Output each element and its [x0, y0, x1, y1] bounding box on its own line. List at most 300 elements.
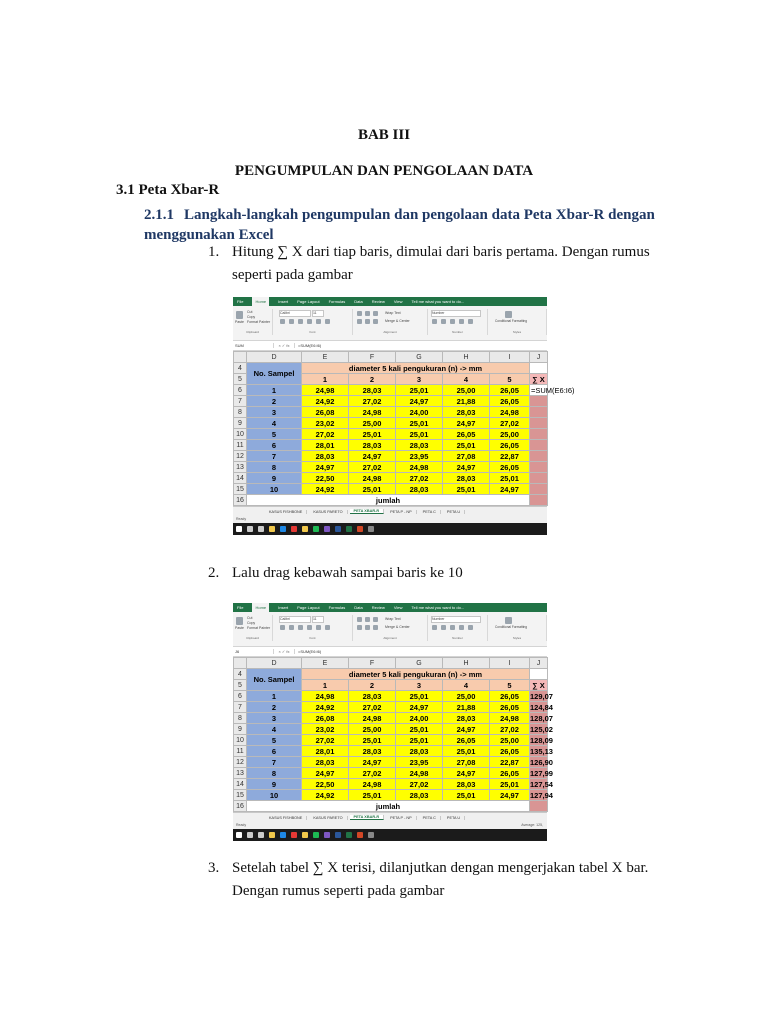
measurement-cell[interactable]: 24,00	[396, 713, 443, 724]
measurement-cell[interactable]: 25,01	[349, 484, 396, 495]
sheet-tab[interactable]: PETA U	[443, 510, 465, 514]
row-header[interactable]: 12	[234, 757, 247, 768]
measurement-cell[interactable]: 28,03	[349, 385, 396, 396]
measurement-cell[interactable]: 27,02	[302, 735, 349, 746]
comma-icon[interactable]	[450, 625, 455, 630]
spotify-icon[interactable]	[313, 832, 319, 838]
measurement-cell[interactable]: 28,03	[443, 473, 490, 484]
powerpoint-icon[interactable]	[357, 832, 363, 838]
ribbon-tab[interactable]: Home	[252, 603, 269, 612]
sample-number[interactable]: 9	[247, 779, 302, 790]
measurement-cell[interactable]: 24,98	[349, 407, 396, 418]
sample-number[interactable]: 8	[247, 768, 302, 779]
measurement-cell[interactable]: 28,03	[396, 790, 443, 801]
app-icon-2[interactable]	[368, 526, 374, 532]
row-header[interactable]: 11	[234, 440, 247, 451]
clipboard-item[interactable]: Cut	[247, 310, 253, 314]
windows-start-icon[interactable]	[236, 526, 242, 532]
row-header[interactable]: 7	[234, 702, 247, 713]
measurement-cell[interactable]: 25,01	[490, 473, 530, 484]
measurement-cell[interactable]: 27,02	[302, 429, 349, 440]
row-header[interactable]: 6	[234, 691, 247, 702]
sum-cell[interactable]	[530, 484, 548, 495]
font-color-icon[interactable]	[325, 319, 330, 324]
sheet-tab[interactable]: PETA C	[419, 510, 441, 514]
number-format-select[interactable]	[431, 616, 481, 623]
ribbon-tab[interactable]: Data	[354, 299, 363, 304]
percent-icon[interactable]	[441, 625, 446, 630]
sum-cell[interactable]: 135,13	[530, 746, 553, 756]
file-explorer-icon[interactable]	[269, 526, 275, 532]
sample-number[interactable]: 2	[247, 702, 302, 713]
measurement-col-header[interactable]: 1	[302, 374, 349, 385]
sheet-tab[interactable]: KASUS PARETO	[309, 510, 347, 514]
row-header[interactable]: 9	[234, 418, 247, 429]
clipboard-item[interactable]: Format Painter	[247, 626, 271, 630]
sample-number[interactable]: 4	[247, 724, 302, 735]
measurement-cell[interactable]: 24,97	[443, 462, 490, 473]
measurement-cell[interactable]: 24,97	[396, 702, 443, 713]
select-all-corner[interactable]	[234, 352, 247, 363]
measurement-cell[interactable]: 25,00	[349, 724, 396, 735]
row-header[interactable]: 9	[234, 724, 247, 735]
ribbon-tab[interactable]: Review	[371, 605, 385, 610]
sheet-tab[interactable]: KASUS FISHBONE	[265, 816, 307, 820]
border-icon[interactable]	[307, 319, 312, 324]
app-icon[interactable]	[324, 832, 330, 838]
align-bottom-icon[interactable]	[373, 617, 378, 622]
measurement-cell[interactable]: 22,87	[490, 451, 530, 462]
chrome-icon[interactable]	[291, 832, 297, 838]
sum-cell[interactable]: 124,84	[530, 702, 553, 712]
formula-cell[interactable]: =SUM(E6:I6)	[531, 385, 575, 395]
sample-number[interactable]: 9	[247, 473, 302, 484]
sample-number[interactable]: 1	[247, 385, 302, 396]
edge-icon[interactable]	[280, 832, 286, 838]
measurement-cell[interactable]: 24,92	[302, 702, 349, 713]
currency-icon[interactable]	[432, 319, 437, 324]
measurement-cell[interactable]: 23,95	[396, 757, 443, 768]
sum-cell[interactable]	[530, 418, 548, 429]
chrome-icon[interactable]	[291, 526, 297, 532]
no-sampel-header[interactable]: No. Sampel	[247, 669, 302, 691]
conditional-formatting-button[interactable]: Conditional Formatting	[495, 319, 528, 323]
bold-icon[interactable]	[280, 625, 285, 630]
sum-cell[interactable]: 127,94	[530, 790, 553, 800]
measurement-cell[interactable]: 25,01	[396, 735, 443, 746]
measurement-col-header[interactable]: 2	[349, 374, 396, 385]
measurement-col-header[interactable]: 3	[396, 374, 443, 385]
merge-center-button[interactable]: Merge & Center	[385, 319, 410, 323]
measurement-cell[interactable]: 28,03	[396, 746, 443, 757]
measurement-cell[interactable]: 25,00	[490, 735, 530, 746]
measurement-cell[interactable]: 25,01	[396, 418, 443, 429]
measurement-col-header[interactable]: 4	[443, 680, 490, 691]
measurement-cell[interactable]: 26,08	[302, 407, 349, 418]
task-view-icon[interactable]	[258, 832, 264, 838]
measurement-cell[interactable]: 25,01	[443, 440, 490, 451]
align-middle-icon[interactable]	[365, 617, 370, 622]
row-header[interactable]: 4	[234, 669, 247, 680]
measurement-cell[interactable]: 28,03	[396, 484, 443, 495]
clipboard-item[interactable]: Cut	[247, 616, 253, 620]
clipboard-item[interactable]: Format Painter	[247, 320, 271, 324]
measurement-cell[interactable]: 22,50	[302, 779, 349, 790]
ribbon-tab[interactable]: File	[237, 605, 244, 610]
measurement-cell[interactable]: 24,98	[349, 779, 396, 790]
measurement-cell[interactable]: 25,00	[443, 385, 490, 396]
sum-cell[interactable]	[530, 473, 548, 484]
sample-number[interactable]: 10	[247, 790, 302, 801]
conditional-formatting-button[interactable]: Conditional Formatting	[495, 625, 528, 629]
sheet-tab[interactable]: PETA XBAR-R	[350, 509, 385, 514]
jumlah-cell[interactable]	[530, 801, 548, 812]
measurement-cell[interactable]: 23,02	[302, 724, 349, 735]
sum-header[interactable]: ∑ X	[530, 374, 548, 385]
measurement-cell[interactable]: 24,92	[302, 396, 349, 407]
measurement-cell[interactable]: 27,02	[349, 702, 396, 713]
row-header[interactable]: 13	[234, 462, 247, 473]
sum-cell[interactable]: 129,07	[530, 691, 553, 701]
row-header[interactable]: 8	[234, 407, 247, 418]
sheet-tab[interactable]: KASUS PARETO	[309, 816, 347, 820]
decrease-decimal-icon[interactable]	[468, 319, 473, 324]
measurement-cell[interactable]: 28,03	[443, 713, 490, 724]
row-header[interactable]: 14	[234, 779, 247, 790]
measurement-cell[interactable]: 26,05	[490, 702, 530, 713]
sum-cell[interactable]: 128,07	[530, 713, 553, 723]
align-center-icon[interactable]	[365, 319, 370, 324]
name-box[interactable]: SUM	[233, 343, 274, 348]
measurement-cell[interactable]: 26,08	[302, 713, 349, 724]
align-right-icon[interactable]	[373, 319, 378, 324]
sample-number[interactable]: 5	[247, 735, 302, 746]
column-header[interactable]: D	[247, 658, 302, 669]
measurement-cell[interactable]: 25,00	[490, 429, 530, 440]
fill-color-icon[interactable]	[316, 319, 321, 324]
measurement-col-header[interactable]: 5	[490, 374, 530, 385]
font-size-select[interactable]	[312, 616, 324, 623]
no-sampel-header[interactable]: No. Sampel	[247, 363, 302, 385]
row-header[interactable]: 12	[234, 451, 247, 462]
folder-icon[interactable]	[302, 832, 308, 838]
sample-number[interactable]: 3	[247, 407, 302, 418]
ribbon-tab[interactable]: Insert	[278, 299, 289, 304]
column-header[interactable]: G	[396, 352, 443, 363]
wrap-text-button[interactable]: Wrap Text	[385, 617, 401, 621]
measurement-cell[interactable]: 24,97	[302, 768, 349, 779]
row-header[interactable]: 11	[234, 746, 247, 757]
measurement-cell[interactable]: 26,05	[490, 768, 530, 779]
ribbon-tab[interactable]: Tell me what you want to do...	[411, 299, 465, 304]
measurement-cell[interactable]: 27,02	[349, 396, 396, 407]
ribbon-tab[interactable]: Page Layout	[297, 299, 320, 304]
number-format-select[interactable]	[431, 310, 481, 317]
bold-icon[interactable]	[280, 319, 285, 324]
row-header[interactable]: 15	[234, 790, 247, 801]
measurement-cell[interactable]: 21,88	[443, 702, 490, 713]
row-header[interactable]: 13	[234, 768, 247, 779]
measurement-cell[interactable]: 21,88	[443, 396, 490, 407]
paste-button[interactable]: Paste	[235, 320, 244, 324]
measurement-cell[interactable]: 26,05	[490, 691, 530, 702]
italic-icon[interactable]	[289, 625, 294, 630]
cell[interactable]	[530, 363, 548, 374]
column-header[interactable]: H	[443, 352, 490, 363]
measurement-cell[interactable]: 27,02	[349, 462, 396, 473]
align-middle-icon[interactable]	[365, 311, 370, 316]
sheet-tab[interactable]: PETA P - NP	[386, 510, 417, 514]
paste-button[interactable]: Paste	[235, 626, 244, 630]
row-header[interactable]: 10	[234, 735, 247, 746]
sum-cell[interactable]	[530, 407, 548, 418]
measurement-cell[interactable]: 25,00	[443, 691, 490, 702]
merge-center-button[interactable]: Merge & Center	[385, 625, 410, 629]
align-right-icon[interactable]	[373, 625, 378, 630]
measurement-cell[interactable]: 27,02	[490, 418, 530, 429]
jumlah-label[interactable]: jumlah	[247, 495, 530, 506]
increase-decimal-icon[interactable]	[459, 625, 464, 630]
measurement-cell[interactable]: 28,01	[302, 440, 349, 451]
column-header[interactable]: H	[443, 658, 490, 669]
increase-decimal-icon[interactable]	[459, 319, 464, 324]
measurement-cell[interactable]: 26,05	[490, 462, 530, 473]
sample-number[interactable]: 7	[247, 451, 302, 462]
measurement-cell[interactable]: 25,01	[396, 724, 443, 735]
app-icon-2[interactable]	[368, 832, 374, 838]
sum-cell[interactable]	[530, 396, 548, 407]
windows-start-icon[interactable]	[236, 832, 242, 838]
measurement-cell[interactable]: 24,98	[349, 473, 396, 484]
task-view-icon[interactable]	[258, 526, 264, 532]
row-header[interactable]: 8	[234, 713, 247, 724]
sample-number[interactable]: 5	[247, 429, 302, 440]
sum-cell[interactable]: 127,99	[530, 768, 553, 778]
sample-number[interactable]: 7	[247, 757, 302, 768]
row-header[interactable]: 4	[234, 363, 247, 374]
column-header[interactable]: E	[302, 658, 349, 669]
measurement-cell[interactable]: 25,01	[396, 429, 443, 440]
jumlah-cell[interactable]	[530, 495, 548, 506]
measurement-cell[interactable]: 24,98	[396, 768, 443, 779]
sample-number[interactable]: 6	[247, 440, 302, 451]
measurement-cell[interactable]: 24,98	[302, 691, 349, 702]
measurement-cell[interactable]: 25,01	[349, 790, 396, 801]
wrap-text-button[interactable]: Wrap Text	[385, 311, 401, 315]
excel-icon[interactable]	[346, 526, 352, 532]
sample-number[interactable]: 1	[247, 691, 302, 702]
measurement-cell[interactable]: 25,01	[396, 691, 443, 702]
measurement-cell[interactable]: 27,02	[396, 473, 443, 484]
edge-icon[interactable]	[280, 526, 286, 532]
sample-number[interactable]: 10	[247, 484, 302, 495]
column-header[interactable]: I	[490, 352, 530, 363]
measurement-cell[interactable]: 28,03	[443, 779, 490, 790]
measurement-cell[interactable]: 25,01	[443, 484, 490, 495]
sheet-tab[interactable]: PETA P - NP	[386, 816, 417, 820]
column-header[interactable]: G	[396, 658, 443, 669]
column-header[interactable]: E	[302, 352, 349, 363]
measurement-cell[interactable]: 23,02	[302, 418, 349, 429]
sum-cell[interactable]	[530, 440, 548, 451]
align-top-icon[interactable]	[357, 311, 362, 316]
ribbon-tab[interactable]: View	[393, 299, 403, 304]
ribbon-tab[interactable]: Insert	[278, 605, 289, 610]
comma-icon[interactable]	[450, 319, 455, 324]
ribbon-tab[interactable]: File	[237, 299, 244, 304]
sheet-tab[interactable]: KASUS FISHBONE	[265, 510, 307, 514]
measurement-col-header[interactable]: 5	[490, 680, 530, 691]
font-name-select[interactable]	[279, 310, 311, 317]
align-left-icon[interactable]	[357, 319, 362, 324]
measurement-cell[interactable]: 24,97	[490, 484, 530, 495]
column-header[interactable]: D	[247, 352, 302, 363]
column-header[interactable]: F	[349, 352, 396, 363]
measurement-cell[interactable]: 28,01	[302, 746, 349, 757]
align-top-icon[interactable]	[357, 617, 362, 622]
measurement-cell[interactable]: 22,50	[302, 473, 349, 484]
sum-cell[interactable]	[530, 429, 548, 440]
ribbon-tab[interactable]: Review	[371, 299, 385, 304]
measurement-col-header[interactable]: 1	[302, 680, 349, 691]
italic-icon[interactable]	[289, 319, 294, 324]
measurement-cell[interactable]: 26,05	[490, 396, 530, 407]
font-color-icon[interactable]	[325, 625, 330, 630]
sheet-tab[interactable]: PETA XBAR-R	[350, 815, 385, 820]
measurement-cell[interactable]: 24,97	[302, 462, 349, 473]
formula-input[interactable]: =SUM(E6:I6)	[298, 343, 322, 348]
clipboard-item[interactable]: Copy	[247, 621, 256, 625]
decrease-decimal-icon[interactable]	[468, 625, 473, 630]
measurement-group-header[interactable]: diameter 5 kali pengukuran (n) -> mm	[302, 669, 530, 680]
font-name-select[interactable]	[279, 616, 311, 623]
measurement-cell[interactable]: 28,03	[302, 757, 349, 768]
column-header[interactable]: J	[530, 352, 548, 363]
measurement-cell[interactable]: 24,98	[490, 713, 530, 724]
clipboard-item[interactable]: Copy	[247, 315, 256, 319]
measurement-cell[interactable]: 28,03	[349, 691, 396, 702]
measurement-cell[interactable]: 28,03	[396, 440, 443, 451]
measurement-cell[interactable]: 27,02	[396, 779, 443, 790]
ribbon-tab[interactable]: Data	[354, 605, 363, 610]
formula-input[interactable]: =SUM(E6:I6)	[298, 649, 322, 654]
measurement-cell[interactable]: 24,00	[396, 407, 443, 418]
align-left-icon[interactable]	[357, 625, 362, 630]
measurement-cell[interactable]: 23,95	[396, 451, 443, 462]
row-header[interactable]: 16	[234, 495, 247, 506]
ribbon-tab[interactable]: Page Layout	[297, 605, 320, 610]
row-header[interactable]: 5	[234, 374, 247, 385]
measurement-cell[interactable]: 24,97	[396, 396, 443, 407]
currency-icon[interactable]	[432, 625, 437, 630]
ribbon-tab[interactable]: Tell me what you want to do...	[411, 605, 465, 610]
measurement-cell[interactable]: 27,08	[443, 451, 490, 462]
search-icon[interactable]	[247, 526, 253, 532]
measurement-cell[interactable]: 26,05	[443, 735, 490, 746]
measurement-cell[interactable]: 25,01	[349, 429, 396, 440]
measurement-col-header[interactable]: 4	[443, 374, 490, 385]
powerpoint-icon[interactable]	[357, 526, 363, 532]
sample-number[interactable]: 4	[247, 418, 302, 429]
measurement-col-header[interactable]: 3	[396, 680, 443, 691]
sum-header[interactable]: ∑ X	[530, 680, 548, 691]
measurement-cell[interactable]: 28,03	[302, 451, 349, 462]
measurement-cell[interactable]: 24,97	[349, 757, 396, 768]
column-header[interactable]: J	[530, 658, 548, 669]
align-bottom-icon[interactable]	[373, 311, 378, 316]
measurement-cell[interactable]: 25,00	[349, 418, 396, 429]
underline-icon[interactable]	[298, 319, 303, 324]
select-all-corner[interactable]	[234, 658, 247, 669]
measurement-col-header[interactable]: 2	[349, 680, 396, 691]
measurement-cell[interactable]: 26,05	[490, 746, 530, 757]
word-icon[interactable]	[335, 526, 341, 532]
name-box[interactable]: J6	[233, 649, 274, 654]
measurement-cell[interactable]: 27,02	[349, 768, 396, 779]
spotify-icon[interactable]	[313, 526, 319, 532]
folder-icon[interactable]	[302, 526, 308, 532]
row-header[interactable]: 6	[234, 385, 247, 396]
sample-number[interactable]: 2	[247, 396, 302, 407]
measurement-cell[interactable]: 28,03	[349, 440, 396, 451]
measurement-cell[interactable]: 26,05	[490, 385, 530, 396]
measurement-cell[interactable]: 25,01	[490, 779, 530, 790]
measurement-cell[interactable]: 27,08	[443, 757, 490, 768]
measurement-cell[interactable]: 24,98	[490, 407, 530, 418]
ribbon-tab[interactable]: View	[393, 605, 403, 610]
word-icon[interactable]	[335, 832, 341, 838]
column-header[interactable]: F	[349, 658, 396, 669]
row-header[interactable]: 14	[234, 473, 247, 484]
sum-cell[interactable]: 127,54	[530, 779, 553, 789]
app-icon[interactable]	[324, 526, 330, 532]
row-header[interactable]: 7	[234, 396, 247, 407]
row-header[interactable]: 15	[234, 484, 247, 495]
align-center-icon[interactable]	[365, 625, 370, 630]
jumlah-label[interactable]: jumlah	[247, 801, 530, 812]
sum-cell[interactable]: 128,09	[530, 735, 553, 745]
underline-icon[interactable]	[298, 625, 303, 630]
measurement-cell[interactable]: 24,92	[302, 790, 349, 801]
measurement-cell[interactable]: 24,97	[349, 451, 396, 462]
measurement-cell[interactable]: 24,97	[490, 790, 530, 801]
measurement-cell[interactable]: 28,03	[349, 746, 396, 757]
sample-number[interactable]: 8	[247, 462, 302, 473]
measurement-cell[interactable]: 24,98	[396, 462, 443, 473]
measurement-cell[interactable]: 26,05	[490, 440, 530, 451]
cell[interactable]	[530, 669, 548, 680]
sheet-tab[interactable]: PETA C	[419, 816, 441, 820]
measurement-cell[interactable]: 24,97	[443, 768, 490, 779]
row-header[interactable]: 16	[234, 801, 247, 812]
sample-number[interactable]: 3	[247, 713, 302, 724]
sum-cell[interactable]	[530, 462, 548, 473]
ribbon-tab[interactable]: Home	[252, 297, 269, 306]
measurement-cell[interactable]: 26,05	[443, 429, 490, 440]
measurement-cell[interactable]: 25,01	[396, 385, 443, 396]
row-header[interactable]: 10	[234, 429, 247, 440]
measurement-cell[interactable]: 24,98	[349, 713, 396, 724]
measurement-cell[interactable]: 24,97	[443, 724, 490, 735]
measurement-cell[interactable]: 25,01	[349, 735, 396, 746]
ribbon-tab[interactable]: Formulas	[328, 299, 346, 304]
file-explorer-icon[interactable]	[269, 832, 275, 838]
measurement-cell[interactable]: 25,01	[443, 790, 490, 801]
measurement-cell[interactable]: 24,92	[302, 484, 349, 495]
excel-icon[interactable]	[346, 832, 352, 838]
sum-cell[interactable]: 125,02	[530, 724, 553, 734]
border-icon[interactable]	[307, 625, 312, 630]
